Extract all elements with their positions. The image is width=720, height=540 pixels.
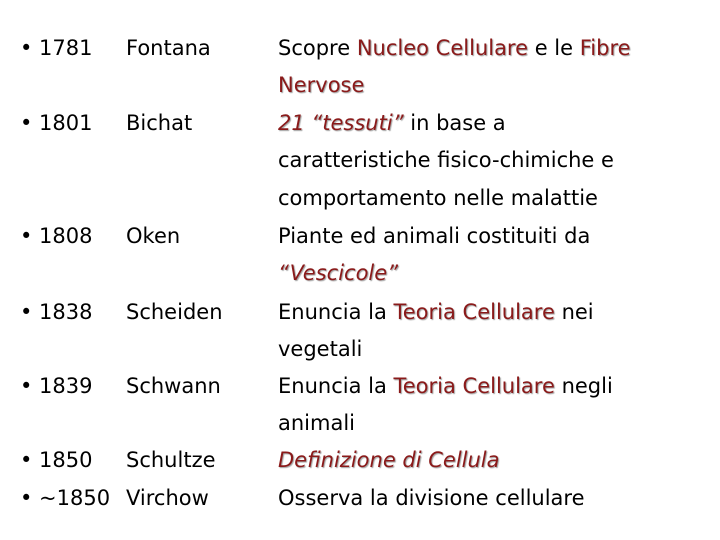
description-scheiden-line2: vegetali bbox=[278, 337, 363, 361]
description-schultze-line1 bbox=[278, 442, 500, 479]
text-e-le: e le bbox=[528, 36, 580, 60]
highlight-21-tessuti: 21 “tessuti” bbox=[278, 111, 404, 135]
scientist-schwann: Schwann bbox=[126, 374, 221, 398]
description-scheiden-line1 bbox=[278, 294, 594, 331]
description-oken-line1: Piante ed animali costituiti da bbox=[278, 224, 591, 248]
text-enuncia-la: Enuncia la bbox=[278, 374, 394, 398]
text-scopre: Scopre bbox=[278, 36, 357, 60]
year-1808: • 1808 bbox=[20, 224, 93, 248]
description-schwann-line2: animali bbox=[278, 411, 356, 435]
text-nei: nei bbox=[554, 300, 594, 324]
year-approx-1850: • ~1850 bbox=[20, 486, 111, 510]
description-fontana-line2 bbox=[278, 67, 364, 104]
description-bichat-line2: caratteristiche fisico-chimiche e bbox=[278, 148, 614, 172]
description-oken-line2 bbox=[278, 255, 398, 292]
highlight-nucleo-cellulare: Nucleo Cellulare bbox=[356, 36, 529, 60]
scientist-schultze: Schultze bbox=[126, 448, 216, 472]
highlight-fibre: Fibre bbox=[579, 36, 631, 60]
year-1850: • 1850 bbox=[20, 448, 93, 472]
text-enuncia-la: Enuncia la bbox=[278, 300, 394, 324]
description-virchow-line1: Osserva la divisione cellulare bbox=[278, 486, 585, 510]
description-schwann-line1 bbox=[278, 368, 613, 405]
highlight-teoria-cellulare: Teoria Cellulare bbox=[393, 300, 555, 324]
description-fontana-line1 bbox=[278, 30, 631, 67]
highlight-definizione-di-cellula: Definizione di Cellula bbox=[278, 448, 500, 472]
text-negli: negli bbox=[554, 374, 613, 398]
scientist-oken: Oken bbox=[126, 224, 181, 248]
year-1781: • 1781 bbox=[20, 36, 93, 60]
scientist-bichat: Bichat bbox=[126, 111, 193, 135]
highlight-teoria-cellulare: Teoria Cellulare bbox=[393, 374, 555, 398]
scientist-virchow: Virchow bbox=[126, 486, 209, 510]
scientist-fontana: Fontana bbox=[126, 36, 211, 60]
year-1838: • 1838 bbox=[20, 300, 93, 324]
description-bichat-line1 bbox=[278, 105, 506, 142]
highlight-vescicole: “Vescicole” bbox=[278, 261, 399, 285]
text-in-base-a: in base a bbox=[403, 111, 506, 135]
description-bichat-line3: comportamento nelle malattie bbox=[278, 186, 598, 210]
year-1839: • 1839 bbox=[20, 374, 93, 398]
year-1801: • 1801 bbox=[20, 111, 93, 135]
scientist-scheiden: Scheiden bbox=[126, 300, 223, 324]
highlight-nervose: Nervose bbox=[278, 73, 365, 97]
